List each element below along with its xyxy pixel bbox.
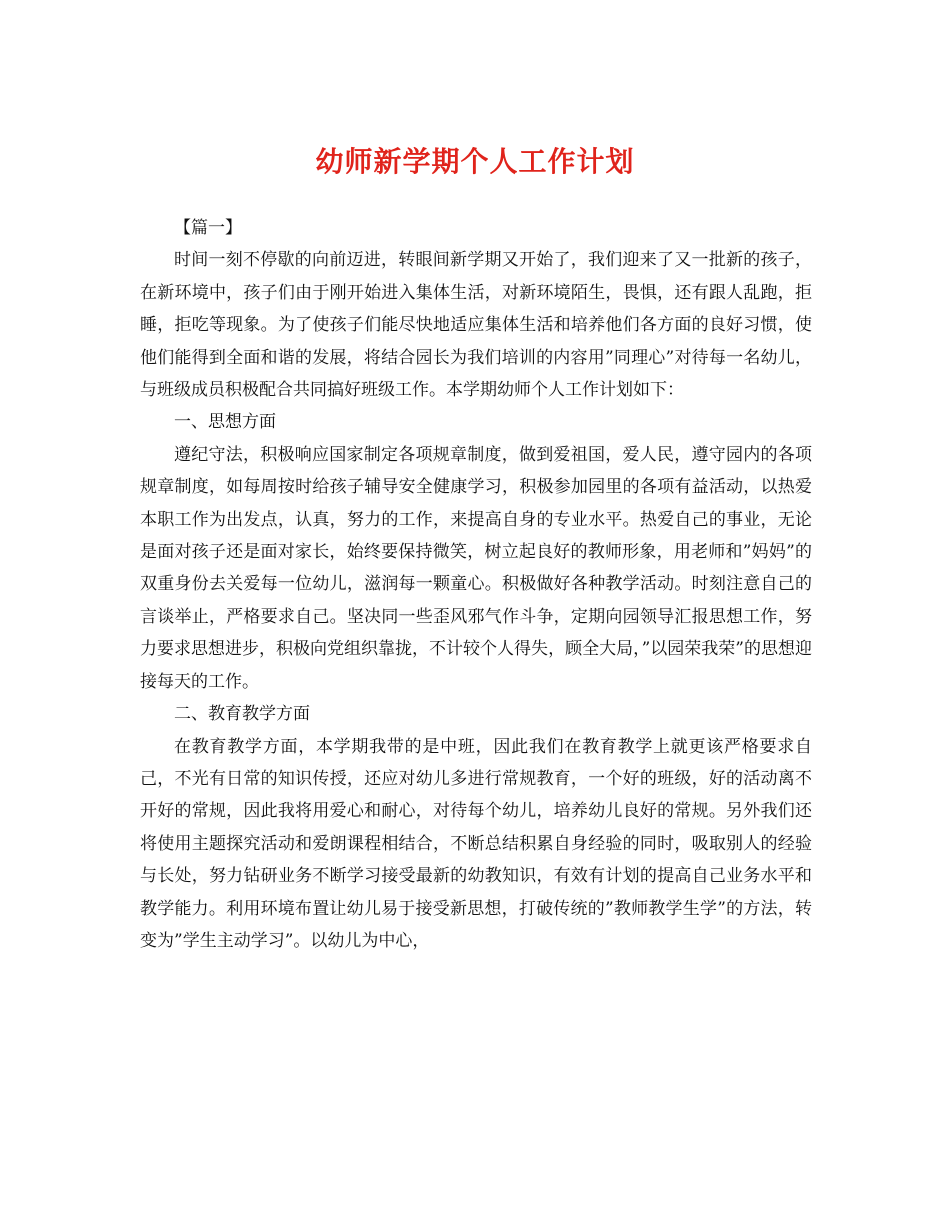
- section-heading-teaching: 二、教育教学方面: [174, 704, 310, 725]
- paragraph-ideology: 遵纪守法，积极响应国家制定各项规章制度，做到爱祖国，爱人民，遵守园内的各项规章制度，如每周按时给孩子辅导安全健康学习，积极参加园里的各项有益活动，以热爱本职工作为出发点，认真，努力的工作，来提高自身的专业水平。热爱自己的事业，无论是面对孩子还是面对家长，始终要保持微笑，树立起良好的教师形象，用老师和”妈妈”的双重身份去关爱每一位幼儿，滋润每一颗童心。积极做好各种教学活动。时刻注意自己的言谈举止，严格要求自己。坚决同一些歪风邪气作斗争，定期向园领导汇报思想工作，努力要求思想进步，积极向党组织靠拢，不计较个人得失，顾全大局，”以园荣我荣”的思想迎接每天的工作。: [140, 444, 812, 692]
- section-heading-part-one: 【篇一】: [174, 218, 242, 238]
- section-heading-ideology: 一、思想方面: [174, 412, 276, 433]
- paragraph-teaching: 在教育教学方面，本学期我带的是中班，因此我们在教育教学上就更该严格要求自己，不光有日常的知识传授，还应对幼儿多进行常规教育，一个好的班级，好的活动离不开好的常规，因此我将用爱心和耐心，对待每个幼儿，培养幼儿良好的常规。另外我们还将使用主题探究活动和爱朗课程相结合，不断总结积累自身经验的同时，吸取别人的经验与长处，努力钻研业务不断学习接受最新的幼教知识，有效有计划的提高自己业务水平和教学能力。利用环境布置让幼儿易于接受新思想，打破传统的”教师教学生学”的方法，转变为”学生主动学习”。以幼儿为中心，: [140, 736, 812, 951]
- document-body: [140, 212, 812, 957]
- document-title: 幼师新学期个人工作计划: [315, 145, 635, 178]
- paragraph-intro: 时间一刻不停歇的向前迈进，转眼间新学期又开始了，我们迎来了又一批新的孩子，在新环境中，孩子们由于刚开始进入集体生活，对新环境陌生，畏惧，还有跟人乱跑，拒睡，拒吃等现象。为了使孩子们能尽快地适应集体生活和培养他们各方面的良好习惯，使他们能得到全面和谐的发展，将结合园长为我们培训的内容用”同理心”对待每一名幼儿，与班级成员积极配合共同搞好班级工作。本学期幼师个人工作计划如下：: [140, 250, 812, 401]
